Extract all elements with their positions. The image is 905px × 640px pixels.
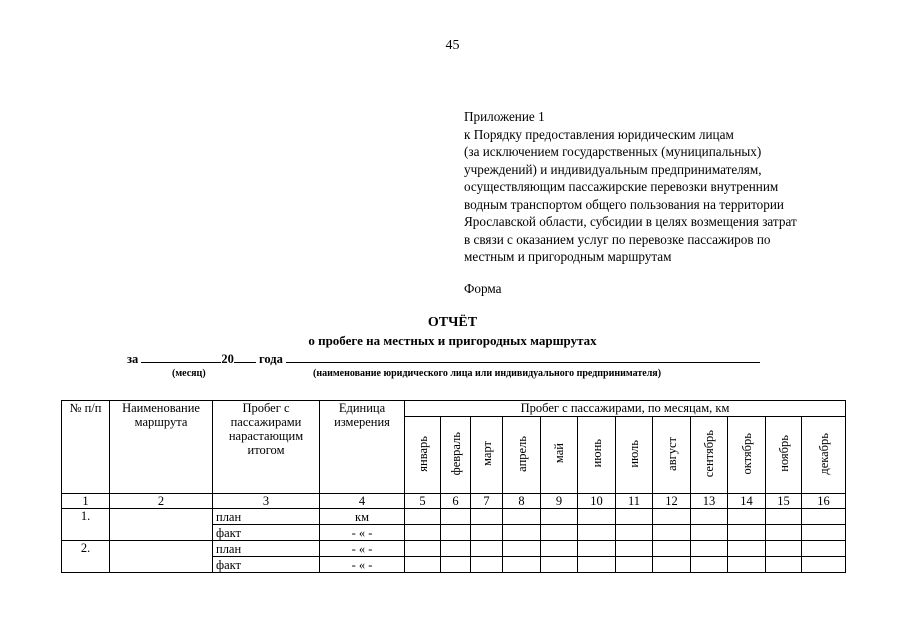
month-value-cell[interactable] <box>728 525 766 541</box>
month-value-cell[interactable] <box>441 525 471 541</box>
column-number: 12 <box>653 494 691 509</box>
month-value-cell[interactable] <box>578 541 616 557</box>
month-value-cell[interactable] <box>653 541 691 557</box>
header-mileage: Пробег с пассажирами нарастающим итогом <box>213 401 320 494</box>
period-prefix: за <box>127 352 139 366</box>
month-value-cell[interactable] <box>802 509 846 525</box>
month-value-cell[interactable] <box>471 525 503 541</box>
appendix-line: Приложение 1 <box>464 109 545 124</box>
month-label: август <box>664 436 679 471</box>
month-value-cell[interactable] <box>766 525 802 541</box>
month-value-cell[interactable] <box>653 525 691 541</box>
month-header <box>471 417 503 494</box>
month-header <box>541 417 578 494</box>
month-value-cell[interactable] <box>802 541 846 557</box>
year-blank[interactable] <box>234 350 256 363</box>
month-value-cell[interactable] <box>766 541 802 557</box>
month-value-cell[interactable] <box>503 509 541 525</box>
year-prefix: 20 <box>221 352 234 366</box>
month-value-cell[interactable] <box>541 541 578 557</box>
month-value-cell[interactable] <box>405 525 441 541</box>
unit-cell: - « - <box>320 541 405 557</box>
month-value-cell[interactable] <box>471 509 503 525</box>
month-header <box>441 417 471 494</box>
appendix-line: водным транспортом общего пользования на территории <box>464 196 784 212</box>
month-label: сентябрь <box>702 429 716 478</box>
month-caption: (месяц) <box>172 368 206 379</box>
month-header <box>766 417 802 494</box>
month-header <box>653 417 691 494</box>
column-number: 3 <box>213 494 320 509</box>
month-value-cell[interactable] <box>541 557 578 573</box>
month-value-cell[interactable] <box>653 557 691 573</box>
plan-label: план <box>213 541 320 557</box>
column-number: 10 <box>578 494 616 509</box>
month-value-cell[interactable] <box>503 557 541 573</box>
appendix-line: (за исключением государственных (муниципальных) <box>464 144 762 159</box>
month-value-cell[interactable] <box>728 541 766 557</box>
unit-cell: - « - <box>320 557 405 573</box>
column-number: 8 <box>503 494 541 509</box>
period-line <box>127 350 760 367</box>
month-header <box>503 417 541 494</box>
month-value-cell[interactable] <box>653 509 691 525</box>
month-value-cell[interactable] <box>691 509 728 525</box>
month-value-cell[interactable] <box>441 509 471 525</box>
month-value-cell[interactable] <box>405 557 441 573</box>
month-header <box>691 417 728 494</box>
month-value-cell[interactable] <box>471 557 503 573</box>
month-value-cell[interactable] <box>541 525 578 541</box>
column-number: 5 <box>405 494 441 509</box>
unit-cell: - « - <box>320 525 405 541</box>
month-label: апрель <box>514 435 529 472</box>
fact-label: факт <box>213 525 320 541</box>
month-value-cell[interactable] <box>691 557 728 573</box>
appendix-line: к Порядку предоставления юридическим лицам <box>464 126 734 142</box>
report-title: ОТЧЁТ <box>427 315 478 330</box>
fact-label: факт <box>213 557 320 573</box>
column-number: 4 <box>320 494 405 509</box>
month-value-cell[interactable] <box>802 557 846 573</box>
route-name-cell[interactable] <box>110 541 213 573</box>
column-number: 11 <box>616 494 653 509</box>
month-label: декабрь <box>816 432 831 475</box>
column-number: 6 <box>441 494 471 509</box>
month-header <box>578 417 616 494</box>
appendix-line: учреждений) и индивидуальным предпринимателям, <box>464 161 762 177</box>
month-label: май <box>552 443 566 464</box>
column-number: 1 <box>62 494 110 509</box>
month-value-cell[interactable] <box>441 557 471 573</box>
month-value-cell[interactable] <box>405 541 441 557</box>
column-number: 9 <box>541 494 578 509</box>
organization-blank[interactable] <box>286 350 760 363</box>
column-number: 13 <box>691 494 728 509</box>
month-label: март <box>479 441 494 466</box>
report-subtitle: о пробеге на местных и пригородных маршрутах <box>308 333 597 348</box>
organization-caption: (наименование юридического лица или индивидуального предпринимателя) <box>313 368 662 379</box>
month-value-cell[interactable] <box>616 509 653 525</box>
month-value-cell[interactable] <box>503 541 541 557</box>
month-value-cell[interactable] <box>728 509 766 525</box>
month-label: июнь <box>589 439 604 468</box>
table-row <box>62 509 846 525</box>
month-header <box>616 417 653 494</box>
column-number-row <box>62 494 846 509</box>
unit-cell: км <box>320 509 405 525</box>
month-value-cell[interactable] <box>766 557 802 573</box>
month-label: февраль <box>448 431 463 476</box>
route-number: 1. <box>62 509 110 541</box>
month-value-cell[interactable] <box>578 557 616 573</box>
month-value-cell[interactable] <box>616 557 653 573</box>
month-label: январь <box>415 435 430 472</box>
month-value-cell[interactable] <box>691 541 728 557</box>
month-header <box>802 417 846 494</box>
route-number: 2. <box>62 541 110 573</box>
month-header <box>728 417 766 494</box>
header-route: Наименование маршрута <box>110 401 213 494</box>
month-header <box>405 417 441 494</box>
month-value-cell[interactable] <box>802 525 846 541</box>
month-value-cell[interactable] <box>441 541 471 557</box>
column-number: 16 <box>802 494 846 509</box>
appendix-line: Ярославской области, субсидии в целях возмещения затрат <box>464 214 797 229</box>
month-value-cell[interactable] <box>578 509 616 525</box>
month-value-cell[interactable] <box>691 525 728 541</box>
year-suffix: года <box>259 352 283 366</box>
month-value-cell[interactable] <box>471 541 503 557</box>
plan-label: план <box>213 509 320 525</box>
month-value-cell[interactable] <box>503 525 541 541</box>
month-label: июль <box>627 439 641 468</box>
column-number: 2 <box>110 494 213 509</box>
month-label: октябрь <box>739 432 754 475</box>
column-number: 14 <box>728 494 766 509</box>
appendix-block <box>464 108 894 266</box>
header-num: № п/п <box>62 401 110 494</box>
month-value-cell[interactable] <box>541 509 578 525</box>
month-label: ноябрь <box>776 435 791 472</box>
month-blank[interactable] <box>141 350 221 363</box>
appendix-line: осуществляющим пассажирские перевозки внутренним <box>464 179 779 194</box>
column-number: 15 <box>766 494 802 509</box>
table-row <box>62 541 846 557</box>
month-value-cell[interactable] <box>766 509 802 525</box>
page-number: 45 <box>445 38 460 53</box>
appendix-line: местным и пригородным маршрутам <box>464 249 672 264</box>
month-value-cell[interactable] <box>578 525 616 541</box>
header-unit: Единица измерения <box>320 401 405 494</box>
form-label: Форма <box>464 281 502 296</box>
month-value-cell[interactable] <box>616 541 653 557</box>
month-value-cell[interactable] <box>405 509 441 525</box>
mileage-report-table <box>61 400 846 573</box>
column-number: 7 <box>471 494 503 509</box>
month-value-cell[interactable] <box>616 525 653 541</box>
route-name-cell[interactable] <box>110 509 213 541</box>
month-value-cell[interactable] <box>728 557 766 573</box>
appendix-line: в связи с оказанием услуг по перевозке пассажиров по <box>464 231 771 247</box>
header-monthly: Пробег с пассажирами, по месяцам, км <box>405 401 846 417</box>
